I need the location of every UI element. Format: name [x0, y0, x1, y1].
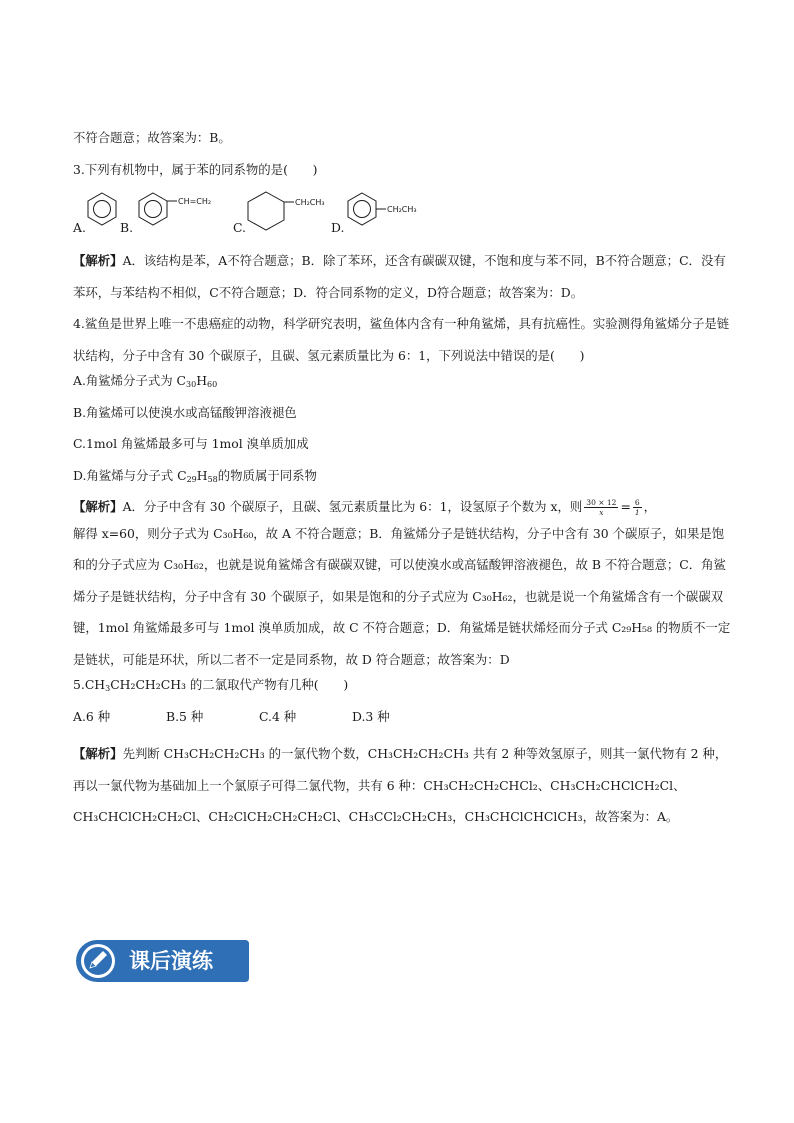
fraction-six-over-one: $\frac{6}{1}$	[634, 498, 640, 517]
question-4-option-b: B.角鲨烯可以使溴水或高锰酸钾溶液褪色	[73, 404, 297, 420]
question-4-option-c: C.1mol 角鲨烯最多可与 1mol 溴单质加成	[73, 436, 309, 451]
question-3: 3.下列有机物中，属于苯的同系物的是( )	[73, 161, 318, 177]
q5-option-b: B.5 种	[166, 708, 204, 724]
option-c-label: C.	[233, 220, 246, 235]
analysis-tag: 【解析】	[73, 499, 123, 514]
q5-option-a: A.6 种	[73, 708, 111, 724]
analysis-tag: 【解析】	[73, 746, 123, 761]
styrene-structure-icon	[136, 191, 231, 227]
ethylbenzene-substituent-label: CH₂CH₃	[387, 205, 417, 214]
analysis-text: A．该结构是苯，A不符合题意；B．除了苯环，还含有碳碳双键，不饱和度与苯不同，B不符合题意；C．没有苯环，与苯结构不相似，C不符合题意；D．符合同系物的定义，D符合题意；故答案为：D。	[73, 253, 726, 300]
option-d-label: D.	[331, 220, 345, 235]
document-body	[73, 128, 731, 833]
question-5-options	[73, 707, 731, 727]
question-5-analysis: 【解析】先判断 CH₃CH₂CH₂CH₃ 的一氯代物个数，CH₃CH₂CH₂CH₃ 共有 2 种等效氢原子，则其一氯代物有 2 种，再以一氯代物为基础加上一个氯原子可得二氯代物，共有 6 种：CH₃CH₂CH₂CHCl₂、CH₃CH₂CHClCH₂Cl、CH₃CHClCH₂CH₂Cl、CH₂ClCH₂CH₂CH₂Cl、CH₃CCl₂CH₂CH₃，CH₃CHClCHClCH₃，故答案为：A。	[73, 746, 728, 824]
q5-option-d: D.3 种	[352, 708, 390, 724]
option-a-label: A.	[73, 220, 86, 235]
option-b-label: B.	[120, 220, 134, 235]
previous-answer-line: 不符合题意；故答案为：B。	[73, 130, 231, 145]
section-banner	[75, 938, 250, 984]
question-4-analysis-first-line: 【解析】A．分子中含有 30 个碳原子，且碳、氢元素质量比为 6：1，设氢原子个数为 x，则 $\frac{30 \times 12}{x}$ = $\frac{6}{1}$ ，	[73, 498, 656, 517]
ethylcyclohexane-substituent-label: CH₂CH₃	[295, 198, 325, 207]
question-4-option-d: D.角鲨烯与分子式 $C_{29}H_{58}$的物质属于同系物	[73, 467, 317, 484]
question-4-analysis-body: 解得 x=60，则分子式为 C₃₀H₆₀，故 A 不符合题意；B．角鲨烯分子是链状结构，分子中含有 30 个碳原子，如果是饱和的分子式应为 C₃₀H₆₂，也就是说角鲨烯含有碳碳双键，可以使溴水或高锰酸钾溶液褪色，故 B 不符合题意；C．角鲨烯分子是链状结构，分子中含有 30 个碳原子，如果是饱和的分子式应为 C₃₀H₆₂，也就是说一个角鲨烯含有一个碳碳双键，1mol 角鲨烯最多可与 1mol 溴单质加成，故 C 不符合题意；D．角鲨烯是链状烯烃而分子式 C₂₉H₅₈ 的物质不一定是链状，可能是环状，所以二者不一定是同系物，故 D 符合题意；故答案为：D	[73, 525, 731, 667]
analysis-tag: 【解析】	[73, 253, 123, 268]
question-3-analysis	[73, 245, 731, 308]
fraction-mass-ratio: $\frac{30 \times 12}{x}$	[586, 498, 617, 517]
question-5: $5.CH_3CH_2CH_2CH_3$ 的二氯取代产物有几种( )	[73, 677, 349, 693]
q5-option-c: C.4 种	[259, 708, 297, 724]
question-4-option-a: A.角鲨烯分子式为 $C_{30}H_{60}$	[73, 373, 218, 389]
question-4: 4.鲨鱼是世界上唯一不患癌症的动物，科学研究表明，鲨鱼体内含有一种角鲨烯，具有抗癌性。实验测得角鲨烯分子是链状结构，分子中含有 30 个碳原子，且碳、氢元素质量比为 6：1，下列说法中错误的是( )	[73, 316, 730, 363]
styrene-substituent-label: CH=CH₂	[178, 197, 212, 206]
ethylcyclohexane-structure-icon	[246, 191, 341, 231]
banner-title: 课后演练	[129, 949, 213, 973]
benzene-structure-icon	[86, 191, 118, 227]
ethylbenzene-structure-icon	[345, 191, 435, 227]
question-3-options	[73, 191, 731, 239]
